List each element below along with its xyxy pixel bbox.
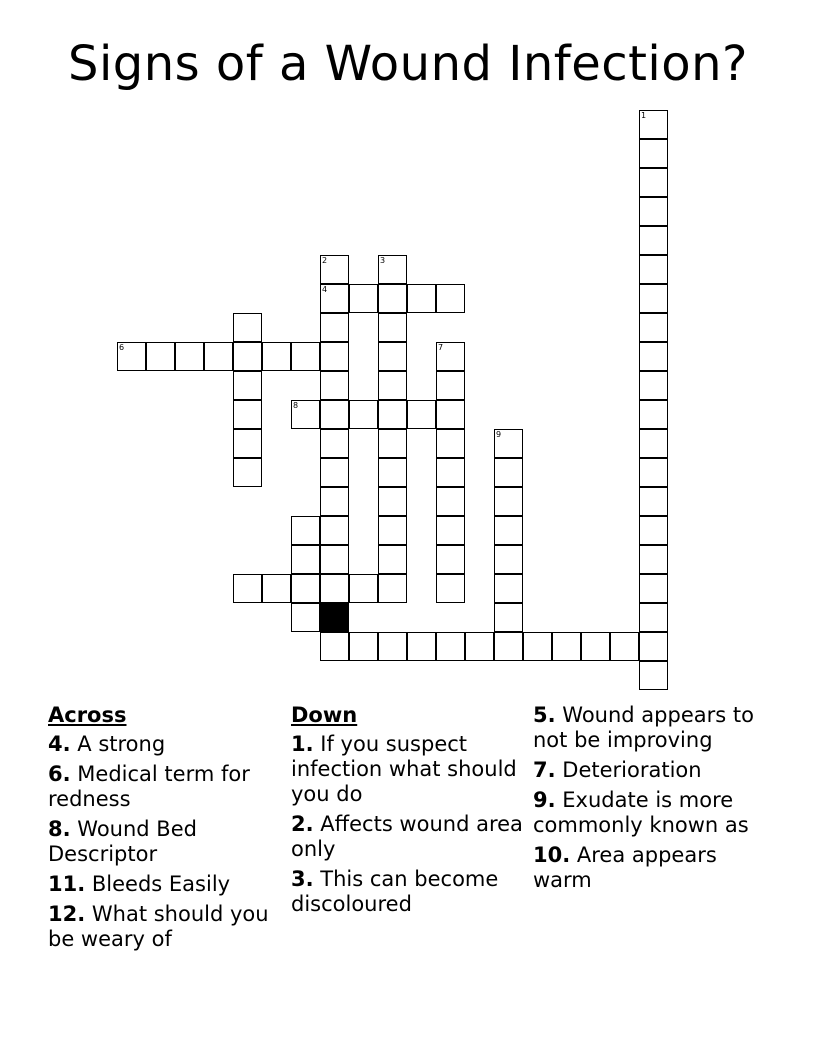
clue-number: 7 <box>438 343 444 352</box>
grid-cell[interactable] <box>320 458 349 487</box>
grid-cell[interactable] <box>639 313 668 342</box>
clue-num: 11. <box>48 872 86 896</box>
clue-num: 10. <box>533 843 571 867</box>
grid-cell[interactable] <box>320 429 349 458</box>
grid-cell[interactable] <box>436 284 465 313</box>
grid-cell[interactable] <box>552 632 581 661</box>
grid-cell[interactable] <box>639 661 668 690</box>
clue-text: Medical term for redness <box>48 762 250 811</box>
across-heading: Across <box>48 703 127 727</box>
grid-cell[interactable] <box>494 487 523 516</box>
grid-cell[interactable] <box>233 342 262 371</box>
grid-cell[interactable] <box>378 342 407 371</box>
clue <box>533 703 773 753</box>
grid-cell[interactable] <box>639 603 668 632</box>
grid-cell[interactable] <box>639 487 668 516</box>
clue-text: What should you be weary of <box>48 902 269 951</box>
grid-cell[interactable] <box>378 371 407 400</box>
grid-cell[interactable] <box>378 400 407 429</box>
grid-cell[interactable] <box>639 632 668 661</box>
grid-cell[interactable] <box>378 487 407 516</box>
grid-cell[interactable] <box>349 400 378 429</box>
clue <box>291 867 531 917</box>
across-clues <box>48 703 278 957</box>
grid-cell[interactable] <box>320 342 349 371</box>
grid-cell[interactable] <box>436 516 465 545</box>
grid-cell[interactable] <box>494 429 523 458</box>
grid-cell[interactable] <box>494 603 523 632</box>
grid-cell[interactable] <box>639 284 668 313</box>
clue <box>48 762 278 812</box>
grid-cell[interactable] <box>146 342 175 371</box>
grid-cell[interactable] <box>262 574 291 603</box>
grid-cell[interactable] <box>494 458 523 487</box>
clue-text: Affects wound area only <box>291 812 523 861</box>
clue-num: 5. <box>533 703 556 727</box>
grid-block <box>320 603 349 632</box>
clue <box>48 902 278 952</box>
clue-number: 8 <box>293 401 299 410</box>
grid-cell[interactable] <box>639 255 668 284</box>
grid-cell[interactable] <box>523 632 552 661</box>
grid-cell[interactable] <box>320 516 349 545</box>
clue-text: This can become discoloured <box>291 867 499 916</box>
clue-text: Wound Bed Descriptor <box>48 817 197 866</box>
clue-text: Area appears warm <box>533 843 717 892</box>
grid-cell[interactable] <box>320 545 349 574</box>
grid-cell[interactable] <box>494 632 523 661</box>
clue-text: Wound appears to not be improving <box>533 703 754 752</box>
down-clues <box>291 703 531 922</box>
clue <box>48 872 278 897</box>
grid-cell[interactable] <box>291 400 320 429</box>
grid-cell[interactable] <box>639 371 668 400</box>
grid-cell[interactable] <box>320 371 349 400</box>
grid-cell[interactable] <box>436 545 465 574</box>
down-clue-list-continued <box>533 703 773 893</box>
grid-cell[interactable] <box>291 545 320 574</box>
grid-cell[interactable] <box>639 139 668 168</box>
grid-cell[interactable] <box>320 632 349 661</box>
grid-cell[interactable] <box>320 255 349 284</box>
grid-cell[interactable] <box>639 545 668 574</box>
clue-num: 4. <box>48 732 71 756</box>
grid-cell[interactable] <box>610 632 639 661</box>
grid-cell[interactable] <box>378 255 407 284</box>
grid-cell[interactable] <box>639 516 668 545</box>
clue-number: 2 <box>322 256 328 265</box>
clue-num: 3. <box>291 867 314 891</box>
grid-cell[interactable] <box>291 516 320 545</box>
clue-text: If you suspect infection what should you do <box>291 732 517 806</box>
grid-cell[interactable] <box>175 342 204 371</box>
grid-cell[interactable] <box>639 197 668 226</box>
grid-cell[interactable] <box>639 342 668 371</box>
clue-text: Bleeds Easily <box>91 872 231 896</box>
grid-cell[interactable] <box>378 284 407 313</box>
grid-cell[interactable] <box>320 313 349 342</box>
clue-num: 1. <box>291 732 314 756</box>
grid-cell[interactable] <box>378 313 407 342</box>
grid-cell[interactable] <box>378 574 407 603</box>
clue <box>533 843 773 893</box>
down-clues-continued <box>533 703 773 898</box>
clue-number: 6 <box>119 343 125 352</box>
grid-cell[interactable] <box>291 342 320 371</box>
across-clue-list <box>48 732 278 952</box>
down-heading: Down <box>291 703 358 727</box>
grid-cell[interactable] <box>639 458 668 487</box>
clue-number: 3 <box>380 256 386 265</box>
page-title: Signs of a Wound Infection? <box>67 36 749 92</box>
grid-cell[interactable] <box>378 545 407 574</box>
clue-number: 1 <box>641 111 647 120</box>
grid-cell[interactable] <box>581 632 610 661</box>
grid-cell[interactable] <box>436 574 465 603</box>
grid-cell[interactable] <box>320 574 349 603</box>
clue-text: A strong <box>77 732 166 756</box>
grid-cell[interactable] <box>233 313 262 342</box>
grid-cell[interactable] <box>494 545 523 574</box>
grid-cell[interactable] <box>639 400 668 429</box>
grid-cell[interactable] <box>233 400 262 429</box>
clue-num: 9. <box>533 788 556 812</box>
grid-cell[interactable] <box>465 632 494 661</box>
clue <box>291 812 531 862</box>
grid-cell[interactable] <box>436 429 465 458</box>
clue-text: Exudate is more commonly known as <box>533 788 749 837</box>
grid-cell[interactable] <box>262 342 291 371</box>
clue <box>48 817 278 867</box>
grid-cell[interactable] <box>233 429 262 458</box>
grid-cell[interactable] <box>436 371 465 400</box>
clue-num: 2. <box>291 812 314 836</box>
grid-cell[interactable] <box>320 400 349 429</box>
clue <box>48 732 278 757</box>
clue-num: 7. <box>533 758 556 782</box>
clue <box>291 732 531 807</box>
grid-cell[interactable] <box>639 110 668 139</box>
clue-num: 6. <box>48 762 71 786</box>
grid-cell[interactable] <box>407 284 436 313</box>
grid-cell[interactable] <box>639 168 668 197</box>
grid-cell[interactable] <box>378 632 407 661</box>
grid-cell[interactable] <box>349 284 378 313</box>
grid-cell[interactable] <box>320 487 349 516</box>
grid-cell[interactable] <box>233 458 262 487</box>
grid-cell[interactable] <box>291 574 320 603</box>
grid-cell[interactable] <box>233 371 262 400</box>
grid-cell[interactable] <box>349 574 378 603</box>
grid-cell[interactable] <box>436 632 465 661</box>
grid-cell[interactable] <box>639 429 668 458</box>
grid-cell[interactable] <box>233 574 262 603</box>
grid-cell[interactable] <box>639 574 668 603</box>
clue <box>533 788 773 838</box>
clue <box>533 758 773 783</box>
down-clue-list <box>291 732 531 917</box>
grid-cell[interactable] <box>117 342 146 371</box>
grid-cell[interactable] <box>407 632 436 661</box>
grid-cell[interactable] <box>291 603 320 632</box>
grid-cell[interactable] <box>436 400 465 429</box>
clue-text: Deterioration <box>562 758 702 782</box>
grid-cell[interactable] <box>378 429 407 458</box>
clue-number: 4 <box>322 285 328 294</box>
grid-cell[interactable] <box>494 516 523 545</box>
grid-cell[interactable] <box>436 458 465 487</box>
grid-cell[interactable] <box>320 284 349 313</box>
grid-cell[interactable] <box>494 574 523 603</box>
grid-cell[interactable] <box>436 342 465 371</box>
grid-cell[interactable] <box>407 400 436 429</box>
clue-num: 8. <box>48 817 71 841</box>
clue-number: 9 <box>496 430 502 439</box>
grid-cell[interactable] <box>436 487 465 516</box>
grid-cell[interactable] <box>204 342 233 371</box>
clue-num: 12. <box>48 902 86 926</box>
grid-cell[interactable] <box>639 226 668 255</box>
grid-cell[interactable] <box>349 632 378 661</box>
grid-cell[interactable] <box>378 458 407 487</box>
grid-cell[interactable] <box>378 516 407 545</box>
